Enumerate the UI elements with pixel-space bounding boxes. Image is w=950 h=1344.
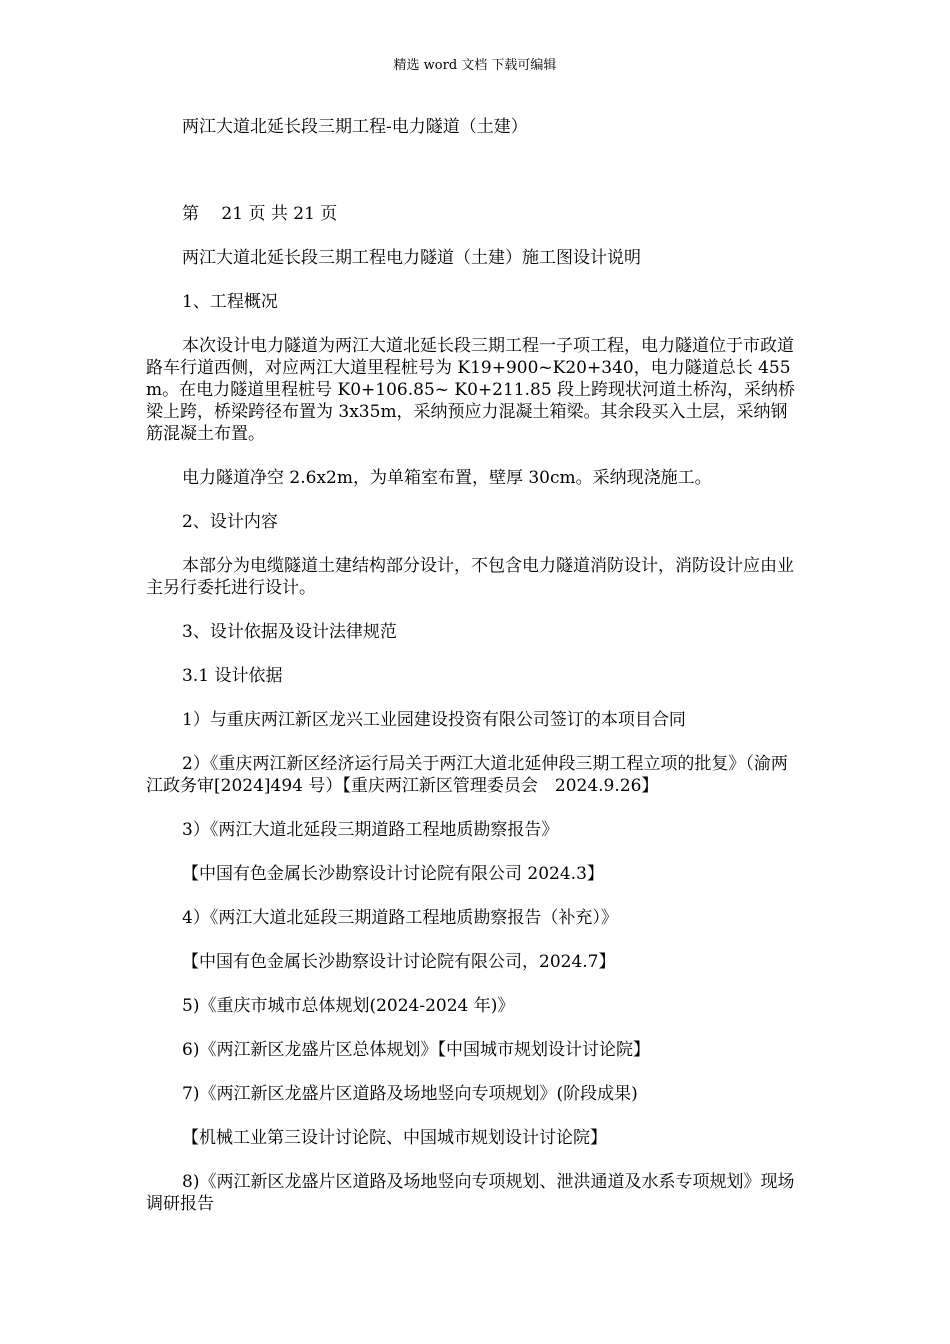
basis-item-3-source: 【中国有色金属长沙勘察设计讨论院有限公司 2024.3】 [182, 864, 604, 884]
paragraph-design-content: 本部分为电缆隧道土建结构部分设计，不包含电力隧道消防设计，消防设计应由业主另行委托进行设计。 [146, 556, 794, 598]
basis-item-2: 2）《重庆两江新区经济运行局关于两江大道北延伸段三期工程立项的批复》（渝两江政务审[2024]494 号）【重庆两江新区管理委员会 2024.9.26】 [146, 754, 788, 796]
basis-item-6: 6)《两江新区龙盛片区总体规划》【中国城市规划设计讨论院】 [182, 1040, 650, 1060]
basis-item-4-source: 【中国有色金属长沙勘察设计讨论院有限公司，2024.7】 [182, 952, 616, 972]
basis-item-8: 8)《两江新区龙盛片区道路及场地竖向专项规划、泄洪通道及水系专项规划》现场调研报告 [146, 1172, 795, 1214]
paragraph-clearance: 电力隧道净空 2.6x2m，为单箱室布置，壁厚 30cm。采纳现浇施工。 [182, 468, 712, 488]
basis-item-4: 4）《两江大道北延段三期道路工程地质勘察报告（补充）》 [182, 908, 618, 928]
section-heading-3: 3、设计依据及设计法律规范 [182, 622, 397, 642]
paragraph-overview: 本次设计电力隧道为两江大道北延长段三期工程一子项工程，电力隧道位于市政道路车行道西侧，对应两江大道里程桩号为 K19+900~K20+340，电力隧道总长 455m。在电力隧道里程桩号 K0+106.85~ K0+211.85 段上跨现状河道土桥沟，采纳桥梁上跨，桥梁跨径布置为 3x35m，采纳预应力混凝土箱梁。其余段买入土层，采纳钢筋混凝土布置。 [146, 336, 796, 444]
basis-item-3: 3）《两江大道北延段三期道路工程地质勘察报告》 [182, 820, 559, 840]
project-title: 两江大道北延长段三期工程-电力隧道（土建） [182, 117, 528, 137]
section-heading-2: 2、设计内容 [182, 512, 278, 532]
basis-item-1: 1）与重庆两江新区龙兴工业园建设投资有限公司签订的本项目合同 [182, 710, 686, 730]
basis-item-5: 5)《重庆市城市总体规划(2024-2024 年)》 [182, 996, 515, 1016]
document-title: 两江大道北延长段三期工程电力隧道（土建）施工图设计说明 [182, 248, 641, 268]
basis-item-7: 7)《两江新区龙盛片区道路及场地竖向专项规划》(阶段成果) [182, 1084, 638, 1104]
page-number: 第 21 页 共 21 页 [182, 204, 338, 224]
section-heading-1: 1、工程概况 [182, 292, 278, 312]
subsection-heading-3-1: 3.1 设计依据 [182, 666, 283, 686]
basis-item-7-source: 【机械工业第三设计讨论院、中国城市规划设计讨论院】 [182, 1128, 607, 1148]
page-header: 精选 word 文档 下载可编辑 [393, 58, 557, 73]
